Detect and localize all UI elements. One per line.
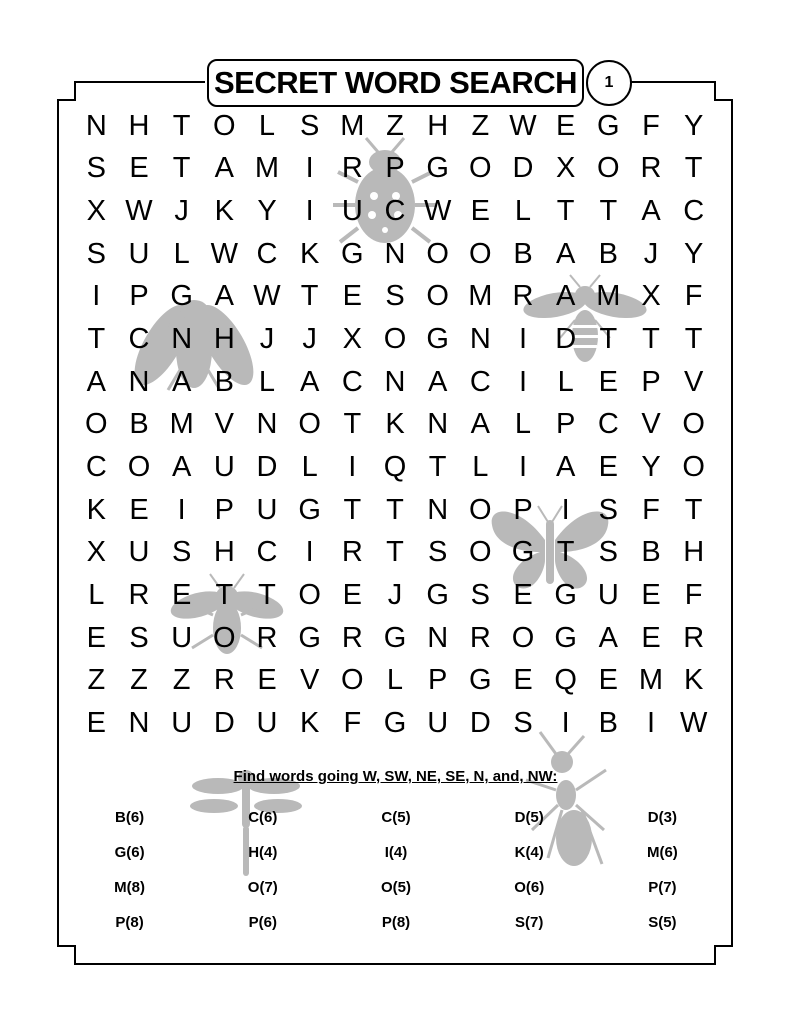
grid-letter[interactable]: I [518,323,528,356]
grid-letter[interactable]: Q [554,664,577,697]
grid-letter[interactable]: F [642,109,660,142]
grid-letter[interactable]: R [640,152,662,185]
grid-letter[interactable]: E [641,579,661,612]
grid-letter[interactable]: I [305,152,314,185]
grid-letter[interactable]: O [511,621,535,654]
grid-letter[interactable]: X [641,280,661,313]
grid-letter[interactable]: T [386,536,404,569]
grid-letter[interactable]: Y [683,109,704,142]
clue-item: H(4) [248,844,278,861]
grid-letter[interactable]: I [92,280,101,313]
grid-letter[interactable]: I [518,365,528,398]
grid-letter[interactable]: G [426,579,449,612]
grid-letter[interactable]: T [258,579,276,612]
clue-item: O(5) [380,879,411,896]
grid-letter[interactable]: A [598,621,618,654]
grid-letter[interactable]: S [427,536,448,569]
grid-letter[interactable]: O [469,493,492,526]
grid-letter[interactable]: T [684,493,703,526]
grid-letter[interactable]: P [427,664,448,697]
grid-letter[interactable]: T [386,493,404,526]
grid-letter[interactable]: E [129,152,149,185]
grid-letter[interactable]: G [383,621,407,654]
grid-letter[interactable]: G [298,493,321,526]
page-number: 1 [586,60,632,106]
clue-item: P(8) [115,914,144,931]
grid-letter[interactable]: G [341,237,364,270]
grid-letter[interactable]: Y [257,195,277,228]
grid-letter[interactable]: L [386,664,404,697]
grid-letter[interactable]: P [129,280,149,313]
grid-letter[interactable]: C [256,237,278,270]
grid-letter[interactable]: O [298,579,321,612]
grid-letter[interactable]: S [171,536,192,569]
grid-letter[interactable]: B [129,408,149,441]
grid-letter[interactable]: W [679,707,708,740]
grid-letter[interactable]: Z [130,664,148,697]
grid-letter[interactable]: N [128,365,150,398]
grid-letter[interactable]: X [86,536,106,569]
grid-letter[interactable]: S [513,707,533,740]
grid-letter[interactable]: A [470,408,490,441]
grid-letter[interactable]: C [256,536,278,569]
grid-letter[interactable]: S [598,536,618,569]
grid-letter[interactable]: G [511,536,535,569]
grid-letter[interactable]: A [299,365,320,398]
grid-letter[interactable]: G [554,579,577,612]
grid-letter[interactable]: D [256,451,278,484]
grid-letter[interactable]: S [86,237,106,270]
grid-letter[interactable]: E [598,365,618,398]
grid-letter[interactable]: A [555,280,576,313]
grid-letter[interactable]: M [254,152,280,185]
grid-letter[interactable]: L [88,579,105,612]
clue-item: B(6) [115,809,145,826]
instructions-heading: Find words going W, SW, NE, SE, N, and, NW: [233,768,558,785]
grid-letter[interactable]: E [342,579,362,612]
grid-letter[interactable]: P [214,493,234,526]
grid-letter[interactable]: H [683,536,705,569]
grid-letter[interactable]: L [173,237,190,270]
grid-letter[interactable]: O [213,109,236,142]
grid-letter[interactable]: M [596,280,621,313]
grid-letter[interactable]: B [598,707,618,740]
grid-letter[interactable]: D [512,152,534,185]
grid-letter[interactable]: N [384,365,406,398]
grid-letter[interactable]: F [684,280,703,313]
letter-grid[interactable] [75,105,715,745]
grid-letter[interactable]: W [253,280,281,313]
grid-letter[interactable]: I [518,451,528,484]
grid-letter[interactable]: A [641,195,661,228]
clue-item: S(7) [515,914,544,931]
grid-letter[interactable]: C [469,365,491,398]
grid-letter[interactable]: V [641,408,661,441]
grid-letter[interactable]: N [469,323,491,356]
grid-letter[interactable]: T [87,323,106,356]
grid-letter[interactable]: G [383,707,407,740]
grid-letter[interactable]: I [305,195,314,228]
clue-item: I(4) [384,844,408,861]
grid-letter[interactable]: A [171,365,192,398]
grid-letter[interactable]: T [599,323,618,356]
grid-letter[interactable]: Z [386,109,404,142]
grid-letter[interactable]: O [341,664,364,697]
grid-letter[interactable]: G [298,621,321,654]
grid-letter[interactable]: L [557,365,574,398]
clue-item: C(5) [381,809,411,826]
grid-letter[interactable]: T [343,408,362,441]
clue-item: G(6) [114,844,145,861]
grid-letter[interactable]: A [427,365,448,398]
grid-letter[interactable]: P [641,365,661,398]
grid-letter[interactable]: O [469,237,492,270]
grid-letter[interactable]: J [259,323,275,356]
grid-letter[interactable]: X [555,152,576,185]
grid-letter[interactable]: A [555,237,576,270]
grid-letter[interactable]: K [299,707,320,740]
grid-letter[interactable]: O [682,408,705,441]
clue-item: D(3) [647,809,677,826]
grid-letter[interactable]: D [213,707,235,740]
grid-letter[interactable]: J [174,195,189,228]
grid-letter[interactable]: V [214,408,234,441]
grid-letter[interactable]: N [427,408,449,441]
clue-item: C(6) [248,809,278,826]
grid-letter[interactable]: I [177,493,186,526]
grid-letter[interactable]: G [597,109,620,142]
grid-letter[interactable]: F [684,579,703,612]
grid-letter[interactable]: U [256,493,278,526]
grid-letter[interactable]: J [643,237,659,270]
grid-letter[interactable]: R [341,152,363,185]
grid-letter[interactable]: O [469,152,492,185]
grid-letter[interactable]: O [383,323,407,356]
grid-letter[interactable]: K [86,493,106,526]
grid-letter[interactable]: B [214,365,234,398]
grid-letter[interactable]: Q [383,451,407,484]
page-title: SECRET WORD SEARCH [207,59,584,107]
grid-letter[interactable]: H [213,323,235,356]
grid-letter[interactable]: U [171,707,193,740]
grid-letter[interactable]: E [129,493,149,526]
grid-letter[interactable]: A [555,451,576,484]
grid-letter[interactable]: P [555,408,576,441]
grid-letter[interactable]: B [641,536,661,569]
grid-letter[interactable]: I [561,707,570,740]
grid-letter[interactable]: O [426,237,449,270]
grid-letter[interactable]: N [171,323,193,356]
grid-letter[interactable]: G [469,664,492,697]
clue-item: P(6) [248,914,277,931]
clue-item: M(6) [646,844,678,861]
grid-letter[interactable]: V [683,365,704,398]
grid-letter[interactable]: C [384,195,406,228]
grid-letter[interactable]: N [256,408,278,441]
grid-letter[interactable]: I [348,451,357,484]
clue-item: S(5) [648,914,677,931]
grid-letter[interactable]: U [341,195,363,228]
clue-item: D(5) [514,809,544,826]
grid-letter[interactable]: U [213,451,235,484]
grid-letter[interactable]: N [384,237,406,270]
grid-letter[interactable]: L [258,365,276,398]
grid-letter[interactable]: S [470,579,490,612]
grid-letter[interactable]: S [598,493,618,526]
grid-letter[interactable]: T [556,195,575,228]
grid-letter[interactable]: E [513,579,533,612]
grid-letter[interactable]: I [305,536,314,569]
grid-letter[interactable]: N [85,109,107,142]
grid-letter[interactable]: F [343,707,362,740]
grid-letter[interactable]: Y [641,451,661,484]
grid-letter[interactable]: M [169,408,194,441]
grid-letter[interactable]: E [598,451,618,484]
grid-letter[interactable]: N [427,493,449,526]
grid-letter[interactable]: L [514,195,532,228]
grid-letter[interactable]: C [683,195,705,228]
grid-letter[interactable]: R [341,621,363,654]
grid-letter[interactable]: R [341,536,363,569]
grid-letter[interactable]: X [86,195,106,228]
grid-letter[interactable]: Z [172,664,191,697]
grid-letter[interactable]: K [683,664,704,697]
grid-letter[interactable]: I [561,493,570,526]
grid-letter[interactable]: R [469,621,491,654]
grid-letter[interactable]: S [385,280,405,313]
grid-letter[interactable]: F [642,493,660,526]
grid-letter[interactable]: D [469,707,491,740]
grid-letter[interactable]: T [343,493,362,526]
grid-letter[interactable]: D [555,323,577,356]
grid-letter[interactable]: W [423,195,452,228]
grid-letter[interactable]: U [128,237,150,270]
grid-letter[interactable]: O [426,280,449,313]
grid-letter[interactable]: A [214,280,234,313]
grid-letter[interactable]: E [171,579,192,612]
grid-letter[interactable]: O [682,451,705,484]
grid-letter[interactable]: E [598,664,618,697]
grid-letter[interactable]: Y [683,237,704,270]
grid-letter[interactable]: O [298,408,321,441]
clue-item: P(7) [648,879,677,896]
grid-letter[interactable]: C [597,408,619,441]
grid-letter[interactable]: G [554,621,577,654]
grid-letter[interactable]: L [472,451,489,484]
grid-letter[interactable]: T [599,195,618,228]
grid-letter[interactable]: T [684,323,703,356]
grid-letter[interactable]: C [128,323,150,356]
grid-letter[interactable]: E [257,664,277,697]
grid-letter[interactable]: O [85,408,108,441]
grid-letter[interactable]: K [214,195,234,228]
clue-item: M(8) [114,879,145,896]
grid-letter[interactable]: W [509,109,537,142]
grid-letter[interactable]: M [638,664,664,697]
grid-letter[interactable]: G [170,280,193,313]
grid-letter[interactable]: T [172,152,191,185]
grid-letter[interactable]: L [301,451,318,484]
clue-item: P(8) [381,914,411,931]
grid-letter[interactable]: A [214,152,234,185]
clue-item: K(4) [514,844,544,861]
grid-letter[interactable]: W [210,237,239,270]
grid-letter[interactable]: J [302,323,317,356]
grid-letter[interactable]: V [299,664,320,697]
grid-letter[interactable]: C [85,451,107,484]
grid-letter[interactable]: T [642,323,660,356]
grid-letter[interactable]: H [128,109,150,142]
grid-letter[interactable]: P [513,493,533,526]
grid-letter[interactable]: U [171,621,193,654]
grid-letter[interactable]: X [342,323,362,356]
grid-letter[interactable]: B [513,237,533,270]
grid-letter[interactable]: O [469,536,492,569]
grid-letter[interactable]: N [427,621,449,654]
grid-letter[interactable]: G [426,152,449,185]
grid-letter[interactable]: U [128,536,150,569]
grid-letter[interactable]: O [213,621,236,654]
grid-letter[interactable]: T [428,451,447,484]
grid-letter[interactable]: A [86,365,106,398]
clue-item: O(7) [247,879,278,896]
grid-letter[interactable]: E [86,707,106,740]
grid-letter[interactable]: S [299,109,320,142]
grid-letter[interactable]: E [342,280,362,313]
grid-letter[interactable]: J [387,579,403,612]
grid-letter[interactable]: E [470,195,490,228]
grid-letter[interactable]: R [512,280,534,313]
grid-letter[interactable]: U [597,579,619,612]
grid-letter[interactable]: P [385,152,405,185]
grid-letter[interactable]: L [258,109,276,142]
grid-letter[interactable]: L [514,408,532,441]
clue-item: O(6) [514,879,545,896]
grid-letter[interactable]: S [129,621,149,654]
grid-letter[interactable]: T [684,152,703,185]
grid-letter[interactable]: E [641,621,661,654]
grid-letter[interactable]: S [86,152,106,185]
grid-letter[interactable]: R [256,621,278,654]
word-clues [63,800,729,940]
grid-letter[interactable]: M [468,280,493,313]
grid-letter[interactable]: A [171,451,192,484]
grid-letter[interactable]: E [86,621,106,654]
grid-letter[interactable]: H [427,109,449,142]
grid-letter[interactable]: R [683,621,705,654]
grid-letter[interactable]: I [646,707,656,740]
grid-letter[interactable]: W [125,195,153,228]
grid-letter[interactable]: G [426,323,449,356]
grid-letter[interactable]: O [597,152,620,185]
grid-letter[interactable]: R [213,664,235,697]
grid-letter[interactable]: E [555,109,576,142]
grid-letter[interactable]: T [300,280,319,313]
grid-letter[interactable]: C [341,365,363,398]
grid-letter[interactable]: Z [471,109,490,142]
grid-letter[interactable]: T [172,109,191,142]
grid-letter[interactable]: H [213,536,235,569]
grid-letter[interactable]: O [127,451,151,484]
grid-letter[interactable]: T [556,536,575,569]
grid-letter[interactable]: Z [87,664,106,697]
grid-letter[interactable]: U [256,707,278,740]
grid-letter[interactable]: E [513,664,533,697]
grid-letter[interactable]: R [128,579,150,612]
grid-letter[interactable]: M [340,109,365,142]
grid-letter[interactable]: K [385,408,405,441]
grid-letter[interactable]: K [299,237,320,270]
grid-letter[interactable]: U [427,707,449,740]
grid-letter[interactable]: B [598,237,618,270]
grid-letter[interactable]: T [215,579,234,612]
grid-letter[interactable]: N [128,707,150,740]
